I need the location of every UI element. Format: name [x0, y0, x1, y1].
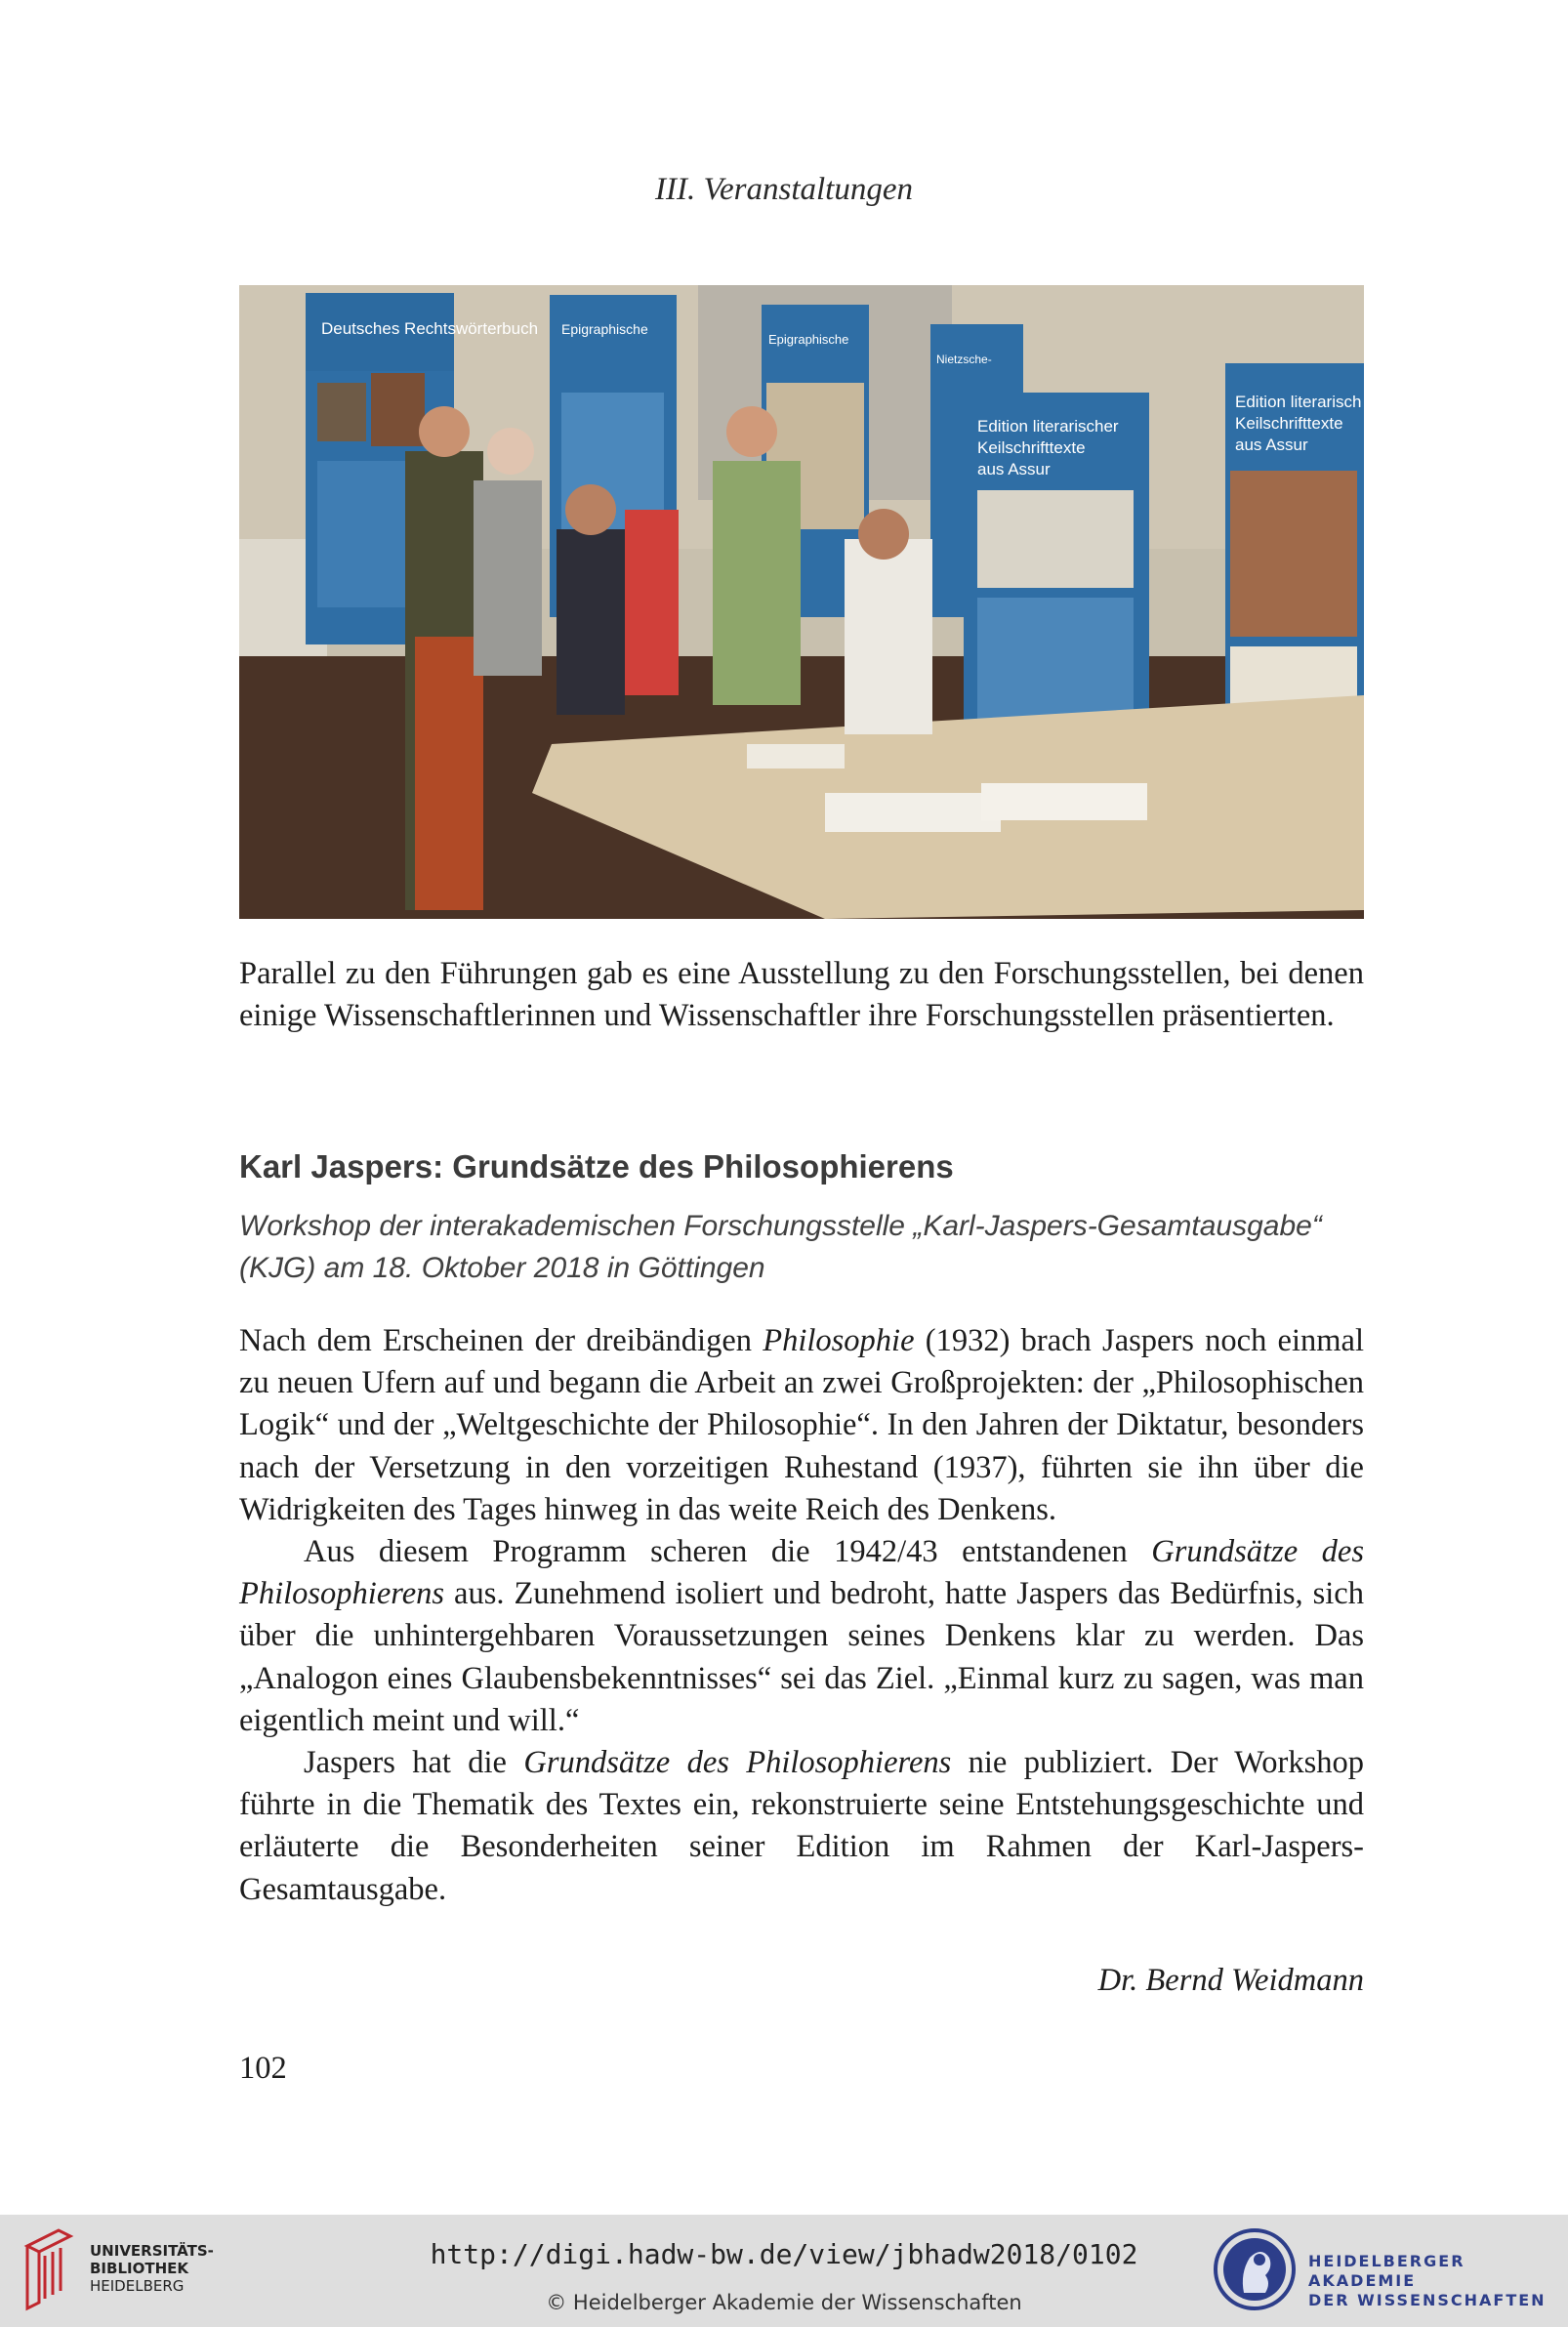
open-book-1: [825, 793, 1001, 832]
hadw-seal-icon: [1211, 2224, 1299, 2314]
page-number: 102: [239, 2051, 287, 2086]
paragraph-3: Jaspers hat die Grundsätze des Philosophierens nie publiziert. Der Workshop führte in die Thematik des Textes ein, rekonstruierte seine Entstehungsgeschichte und erläuterte die Besonderheiten seiner Edition im Rahmen der Karl-Jaspers-Gesamtausgabe.: [239, 1745, 1364, 1907]
poster-5-title: Edition literarischer: [977, 417, 1119, 436]
article-body: [239, 1320, 1364, 1911]
hadw-logo[interactable]: [1211, 2224, 1299, 2314]
svg-text:aus Assur: aus Assur: [1235, 436, 1308, 454]
exhibition-photo: [239, 285, 1364, 919]
running-head: III. Veranstaltungen: [655, 172, 913, 207]
paragraph-1: Nach dem Erscheinen der dreibändigen Philosophie (1932) brach Jaspers noch einmal zu neuen Ufern auf und begann die Arbeit an zwei Großprojekten: der „Philosophischen Logik“ und der „Weltgeschichte der Philosophie“. In den Jahren der Diktatur, besonders nach der Versetzung in den vorzeitigen Ruhestand (1937), führten sie ihn über die Widrigkeiten des Tages hinweg in das weite Reich des Denkens.: [239, 1323, 1364, 1527]
poster-3-title: Epigraphische: [768, 332, 849, 347]
poster-1-title: Deutsches Rechtswörterbuch: [321, 319, 539, 338]
article-subtitle: Workshop der interakademischen Forschungsstelle „Karl-Jaspers-Gesamtausgabe“ (KJG) am 18. Oktober 2018 in Göttingen: [239, 1210, 1322, 1284]
poster-6-title: Edition literarisch: [1235, 393, 1362, 411]
photo-caption: Parallel zu den Führungen gab es eine Ausstellung zu den Forschungsstellen, bei denen einige Wissenschaftlerinnen und Wissenschaftler ihre Forschungsstellen präsentierten.: [239, 956, 1364, 1034]
footer-bar: [0, 2215, 1568, 2327]
svg-text:Keilschrifttexte: Keilschrifttexte: [977, 438, 1086, 457]
author-signature: Dr. Bernd Weidmann: [1097, 1963, 1364, 1998]
svg-text:aus Assur: aus Assur: [977, 460, 1051, 478]
open-book-2: [981, 783, 1147, 820]
permalink-url[interactable]: http://digi.hadw-bw.de/view/jbhadw2018/0102: [430, 2238, 1138, 2270]
hadw-wordmark: HEIDELBERGER AKADEMIE DER WISSENSCHAFTEN: [1308, 2252, 1547, 2309]
paragraph-2: Aus diesem Programm scheren die 1942/43 entstandenen Grundsätze des Philosophierens aus. Zunehmend isoliert und bedroht, hatte Jaspers das Bedürfnis, sich über die unhintergehbaren Voraussetzungen seines Denkens klar zu werden. Das „Analogon eines Glaubensbekenntnisses“ sei das Ziel. „Einmal kurz zu sagen, was man eigentlich meint und will.“: [239, 1534, 1364, 1738]
ub-heidelberg-wordmark: UNIVERSITÄTS- BIBLIOTHEK HEIDELBERG: [90, 2242, 214, 2295]
article-title: Karl Jaspers: Grundsätze des Philosophierens: [239, 1148, 954, 1184]
poster-2-title: Epigraphische: [561, 321, 648, 337]
poster-4-title: Nietzsche-: [936, 353, 992, 366]
svg-text:Keilschrifttexte: Keilschrifttexte: [1235, 414, 1343, 433]
copyright-notice: © Heidelberger Akademie der Wissenschaften: [546, 2291, 1022, 2314]
